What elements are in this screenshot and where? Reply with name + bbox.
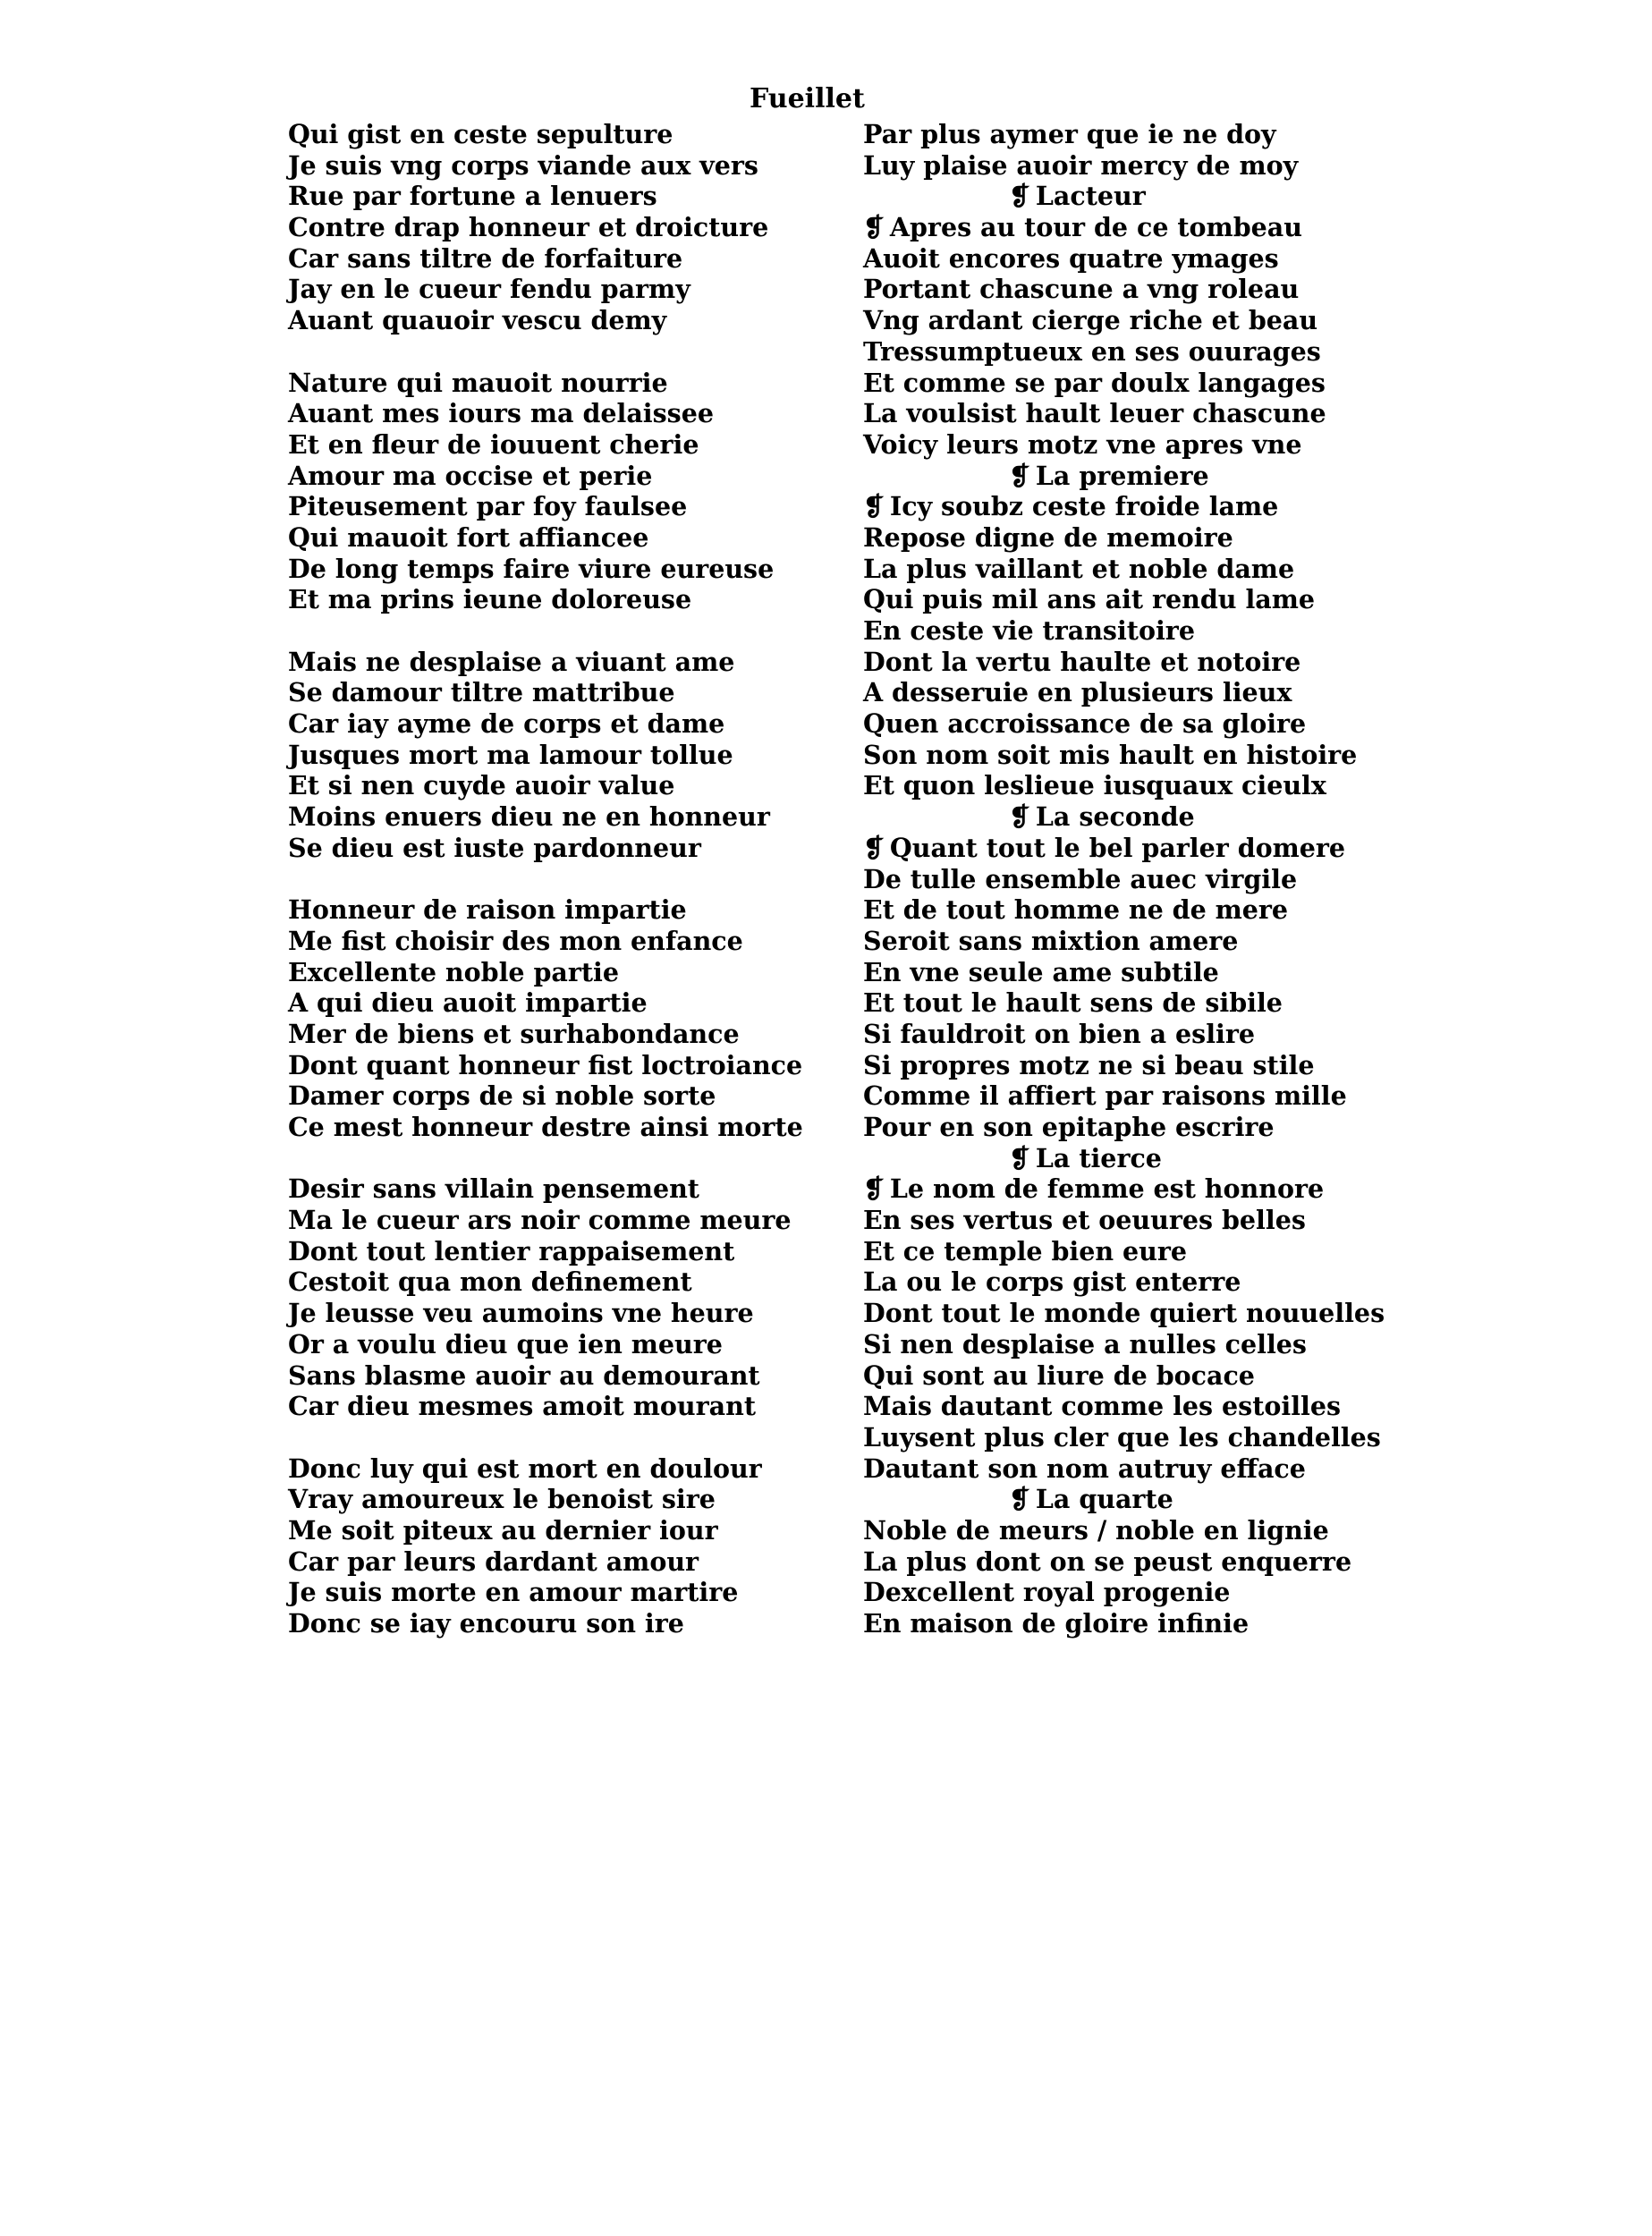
verse-line [863, 1266, 1382, 1298]
pilcrow-icon: ❡ [1009, 460, 1030, 491]
verse-line-text: Quen accroissance de sa gloire [863, 708, 1307, 740]
verse-line-text: Comme il affiert par raisons mille [863, 1080, 1347, 1112]
verse-line-text: Mais dautant comme les estoilles [863, 1391, 1342, 1422]
pilcrow-icon: ❡ [863, 212, 885, 243]
section-heading-text: La seconde [1035, 801, 1195, 833]
verse-line: Et si nen cuyde auoir value [288, 770, 675, 801]
stanza-gap [288, 1422, 789, 1453]
verse-line [863, 894, 1382, 926]
verse-line-text: Noble de meurs / noble en lignie [863, 1514, 1329, 1546]
verse-line: Dont quant honneur fist loctroiance [288, 1049, 803, 1080]
verse-line-text: Si propres motz ne si beau stile [863, 1049, 1315, 1080]
verse-line-text: Par plus aymer que ie ne doy [863, 119, 1276, 149]
verse-line-text: Vng ardant cierge riche et beau [863, 305, 1318, 336]
verse-line-text: De tulle ensemble auec virgile [863, 863, 1298, 894]
verse-line: Cestoit qua mon definement [288, 1266, 692, 1298]
verse-line-text: Dexcellent royal progenie [863, 1577, 1231, 1608]
verse-line: Me fist choisir des mon enfance [288, 925, 743, 956]
stanza-gap [288, 864, 789, 895]
verse-line [863, 243, 1382, 275]
verse-line: Vray amoureux le benoist sire [288, 1484, 716, 1515]
verse-line: Excellente noble partie [288, 956, 619, 987]
verse-line [863, 1422, 1382, 1453]
verse-line: Se damour tiltre mattribue [288, 677, 675, 708]
verse-line [863, 305, 1382, 336]
right-column [863, 119, 1385, 1639]
verse-line [863, 1205, 1382, 1236]
verse-line-text: Et comme se par doulx langages [863, 367, 1326, 398]
verse-line: Car par leurs dardant amour [288, 1546, 699, 1577]
verse-line [863, 833, 1382, 864]
verse-line-text: Son nom soit mis hault en histoire [863, 739, 1358, 770]
section-heading-text: La quarte [1035, 1484, 1173, 1515]
verse-line: Contre drap honneur et droicture [288, 212, 769, 243]
verse-line: Jusques mort ma lamour tollue [288, 739, 733, 770]
verse-line: Auant mes iours ma delaissee [288, 398, 714, 429]
verse-line [863, 274, 1382, 305]
verse-line-text: Tressumptueux en ses ouurages [863, 335, 1321, 367]
page-header-title: Fueillet [750, 83, 865, 114]
verse-line-text: Luy plaise auoir mercy de moy [863, 149, 1299, 181]
verse-line-text: Dont tout le monde quiert nouuelles [863, 1298, 1385, 1329]
verse-line: Ma le cueur ars noir comme meure [288, 1205, 792, 1236]
verse-line [863, 1608, 1382, 1639]
verse-line-text: En ses vertus et oeuures belles [863, 1205, 1306, 1236]
verse-line: Moins enuers dieu ne en honneur [288, 801, 770, 833]
verse-line-text: En vne seule ame subtile [863, 956, 1219, 987]
verse-line [863, 1236, 1382, 1267]
section-heading [863, 181, 1382, 212]
verse-line-text: Si fauldroit on bien a eslire [863, 1018, 1256, 1049]
verse-line [863, 864, 1382, 895]
verse-line [863, 926, 1382, 957]
stanza-gap [288, 1143, 789, 1174]
pilcrow-icon: ❡ [1009, 181, 1030, 212]
verse-line [863, 708, 1382, 740]
verse-line-text: La plus dont on se peust enquerre [863, 1546, 1352, 1577]
verse-line: Donc luy qui est mort en doulour [288, 1453, 762, 1484]
verse-line: Qui gist en ceste sepulture [288, 119, 674, 149]
verse-line: Me soit piteux au dernier iour [288, 1514, 718, 1546]
verse-line-text: Le nom de femme est honnore [889, 1173, 1325, 1205]
verse-line [863, 957, 1382, 988]
verse-line: Damer corps de si noble sorte [288, 1080, 716, 1112]
stanza-gap [288, 336, 789, 368]
verse-line: Honneur de raison impartie [288, 894, 687, 926]
verse-line: Piteusement par foy faulsee [288, 491, 688, 522]
section-heading [863, 461, 1382, 492]
verse-line [863, 677, 1382, 708]
verse-line [863, 987, 1382, 1019]
verse-line [863, 522, 1382, 554]
verse-line [863, 615, 1382, 647]
section-heading [863, 801, 1382, 833]
verse-line [863, 336, 1382, 368]
verse-line [863, 1546, 1382, 1578]
verse-line-text: Apres au tour de ce tombeau [889, 212, 1302, 243]
verse-line-text: Et tout le hault sens de sibile [863, 987, 1283, 1019]
verse-line [863, 1329, 1382, 1360]
verse-line-text: Pour en son epitaphe escrire [863, 1112, 1275, 1142]
verse-line: Rue par fortune a lenuers [288, 181, 657, 212]
pilcrow-icon: ❡ [863, 832, 885, 863]
verse-line [863, 770, 1382, 801]
pilcrow-icon: ❡ [1009, 801, 1030, 833]
verse-line: Je suis morte en amour martire [288, 1577, 739, 1608]
verse-line [863, 1173, 1382, 1205]
verse-line: Or a voulu dieu que ien meure [288, 1328, 723, 1359]
verse-line [863, 554, 1382, 585]
verse-line-text: Dont la vertu haulte et notoire [863, 646, 1301, 677]
verse-line-text: Si nen desplaise a nulles celles [863, 1328, 1307, 1359]
verse-line-text: Repose digne de memoire [863, 521, 1233, 553]
section-heading [863, 1484, 1382, 1515]
verse-line-text: Quant tout le bel parler domere [889, 832, 1346, 863]
verse-line-text: Et ce temple bien eure [863, 1235, 1188, 1266]
section-heading [863, 1143, 1382, 1174]
verse-line: Je suis vng corps viande aux vers [288, 149, 758, 181]
pilcrow-icon: ❡ [1009, 1484, 1030, 1515]
verse-line-text: A desseruie en plusieurs lieux [863, 677, 1292, 708]
verse-line-text: Luysent plus cler que les chandelles [863, 1421, 1381, 1453]
verse-line: Car dieu mesmes amoit mourant [288, 1391, 757, 1422]
verse-line [863, 150, 1382, 182]
verse-line [863, 368, 1382, 399]
verse-line: Auant quauoir vescu demy [288, 305, 667, 336]
verse-line: De long temps faire viure eureuse [288, 553, 775, 584]
verse-line-text: Auoit encores quatre ymages [863, 242, 1279, 274]
verse-line-text: La plus vaillant et noble dame [863, 553, 1295, 584]
verse-line: Car iay ayme de corps et dame [288, 708, 725, 740]
verse-line [863, 398, 1382, 429]
verse-line-text: Qui sont au liure de bocace [863, 1359, 1255, 1391]
verse-line: Et en fleur de iouuent cherie [288, 428, 699, 460]
verse-line-text: La voulsist hault leuer chascune [863, 398, 1326, 429]
verse-line: Jay en le cueur fendu parmy [288, 274, 690, 305]
verse-line: Se dieu est iuste pardonneur [288, 832, 701, 863]
verse-line [863, 429, 1382, 461]
pilcrow-icon: ❡ [863, 491, 885, 522]
verse-line-text: Qui puis mil ans ait rendu lame [863, 584, 1316, 615]
verse-line [863, 1080, 1382, 1112]
verse-line-text: La ou le corps gist enterre [863, 1266, 1241, 1298]
verse-line [863, 491, 1382, 522]
verse-line: Car sans tiltre de forfaiture [288, 242, 683, 274]
verse-line [863, 119, 1382, 150]
verse-line [863, 212, 1382, 243]
verse-line: Je leusse veu aumoins vne heure [288, 1298, 754, 1329]
verse-line: Amour ma occise et perie [288, 460, 653, 491]
verse-line [863, 1050, 1382, 1081]
verse-line-text: En maison de gloire infinie [863, 1608, 1250, 1639]
verse-line-text: Portant chascune a vng roleau [863, 274, 1300, 305]
verse-line: Mer de biens et surhabondance [288, 1018, 740, 1049]
section-heading-text: La tierce [1035, 1142, 1162, 1173]
section-heading-text: Lacteur [1035, 181, 1146, 212]
left-column [288, 119, 803, 1639]
verse-line-text: Seroit sans mixtion amere [863, 925, 1239, 956]
verse-line-text: En ceste vie transitoire [863, 615, 1195, 646]
pilcrow-icon: ❡ [863, 1173, 885, 1205]
verse-line-text: Dautant son nom autruy efface [863, 1453, 1306, 1484]
verse-line [863, 584, 1382, 615]
verse-line: Mais ne desplaise a viuant ame [288, 646, 735, 677]
verse-line: Qui mauoit fort affiancee [288, 521, 649, 553]
verse-line: Nature qui mauoit nourrie [288, 367, 668, 398]
verse-line [863, 1577, 1382, 1608]
verse-line [863, 1360, 1382, 1392]
verse-line [863, 1515, 1382, 1546]
verse-line [863, 1112, 1382, 1143]
verse-line [863, 740, 1382, 771]
verse-line [863, 1453, 1382, 1485]
section-heading-text: La premiere [1035, 460, 1209, 491]
verse-line: Desir sans villain pensement [288, 1173, 699, 1205]
pilcrow-icon: ❡ [1009, 1142, 1030, 1173]
verse-line-text: Voicy leurs motz vne apres vne [863, 428, 1302, 460]
verse-line-text: Et quon leslieue iusquaux cieulx [863, 770, 1326, 801]
verse-line [863, 647, 1382, 678]
verse-line: Sans blasme auoir au demourant [288, 1359, 760, 1391]
verse-line-text: Icy soubz ceste froide lame [889, 491, 1279, 522]
stanza-gap [288, 615, 789, 647]
verse-line: A qui dieu auoit impartie [288, 987, 648, 1019]
verse-line [863, 1019, 1382, 1050]
verse-line: Ce mest honneur destre ainsi morte [288, 1112, 803, 1142]
verse-line [863, 1391, 1382, 1422]
verse-line [863, 1298, 1385, 1329]
verse-line: Donc se iay encouru son ire [288, 1608, 684, 1639]
verse-line: Et ma prins ieune doloreuse [288, 584, 692, 615]
verse-line: Dont tout lentier rappaisement [288, 1235, 735, 1266]
verse-line-text: Et de tout homme ne de mere [863, 894, 1289, 926]
